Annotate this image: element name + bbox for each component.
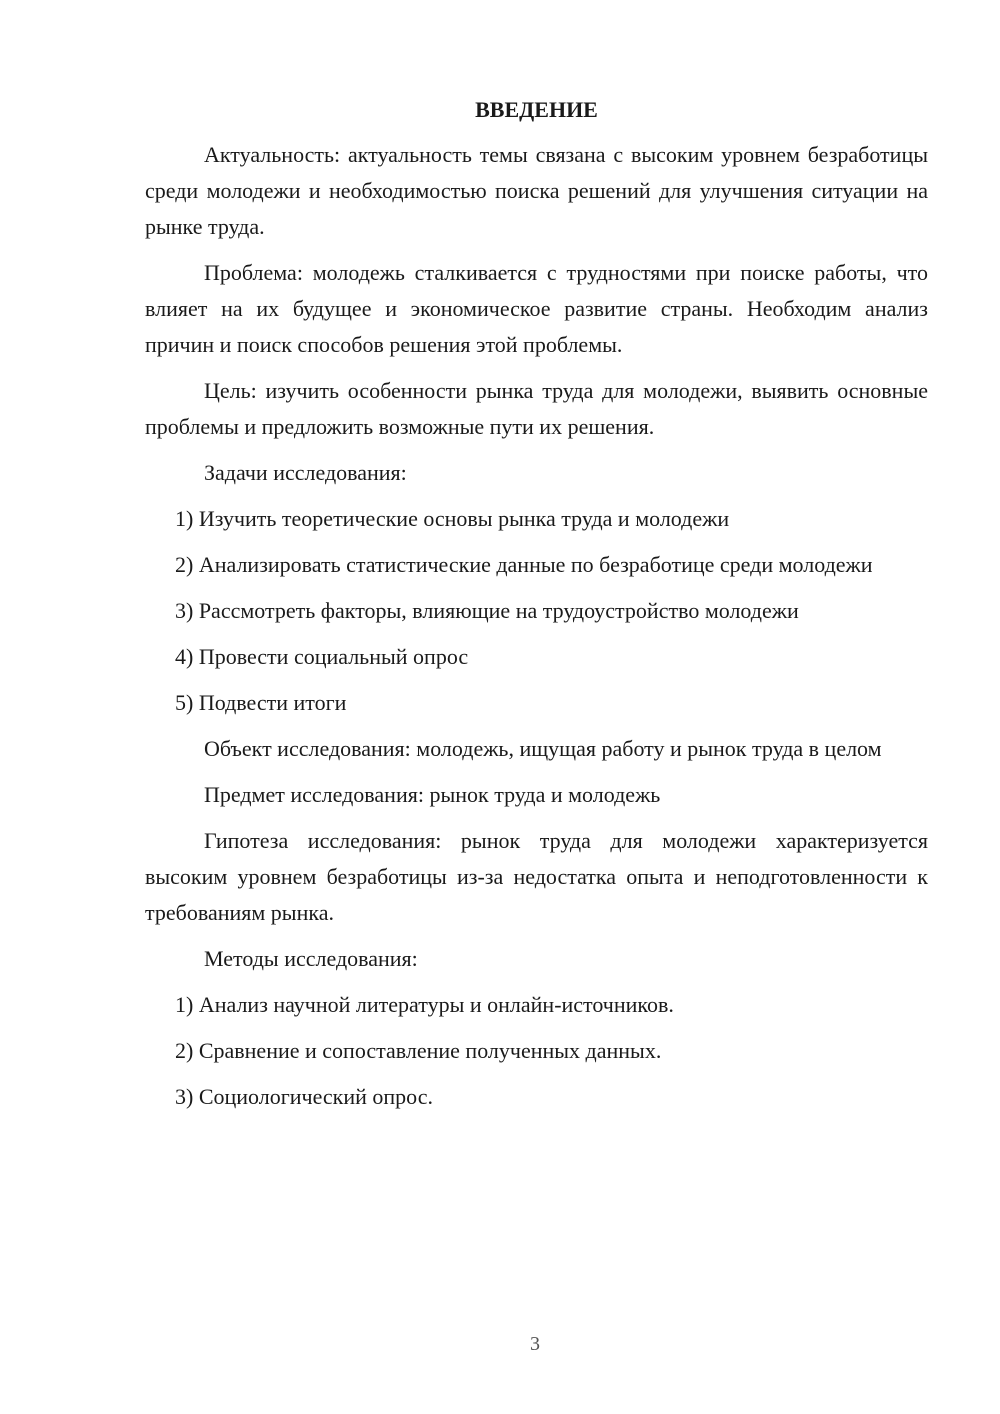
paragraph-subject: Предмет исследования: рынок труда и молодежь	[204, 782, 661, 807]
paragraph-methods-heading: Методы исследования:	[204, 946, 418, 971]
paragraph-tasks-heading: Задачи исследования:	[204, 460, 407, 485]
paragraph-hypothesis: Гипотеза исследования: рынок труда для молодежи характеризуется высоким уровнем безработицы из-за недостатка опыта и неподготовленности к требованиям рынка.	[145, 828, 928, 925]
document-page	[145, 95, 928, 1125]
section-title: ВВЕДЕНИЕ	[475, 97, 598, 122]
paragraph-goal: Цель: изучить особенности рынка труда для молодежи, выявить основные проблемы и предложить возможные пути их решения.	[145, 378, 928, 439]
list-item-task-3: 3) Рассмотреть факторы, влияющие на трудоустройство молодежи	[175, 598, 799, 623]
list-item-task-5: 5) Подвести итоги	[175, 690, 347, 715]
list-item-task-2: 2) Анализировать статистические данные по безработице среди молодежи	[175, 552, 873, 577]
list-item-method-2: 2) Сравнение и сопоставление полученных данных.	[175, 1038, 662, 1063]
paragraph-object: Объект исследования: молодежь, ищущая работу и рынок труда в целом	[204, 736, 882, 761]
list-item-method-3: 3) Социологический опрос.	[175, 1084, 433, 1109]
list-item-task-4: 4) Провести социальный опрос	[175, 644, 469, 669]
page-number: 3	[530, 1333, 540, 1355]
list-item-method-1: 1) Анализ научной литературы и онлайн-источников.	[175, 992, 674, 1017]
paragraph-relevance: Актуальность: актуальность темы связана с высоким уровнем безработицы среди молодежи и необходимостью поиска решений для улучшения ситуации на рынке труда.	[145, 142, 928, 239]
list-item-task-1: 1) Изучить теоретические основы рынка труда и молодежи	[175, 506, 730, 531]
paragraph-problem: Проблема: молодежь сталкивается с трудностями при поиске работы, что влияет на их будущее и экономическое развитие страны. Необходим анализ причин и поиск способов решения этой проблемы.	[145, 260, 928, 357]
